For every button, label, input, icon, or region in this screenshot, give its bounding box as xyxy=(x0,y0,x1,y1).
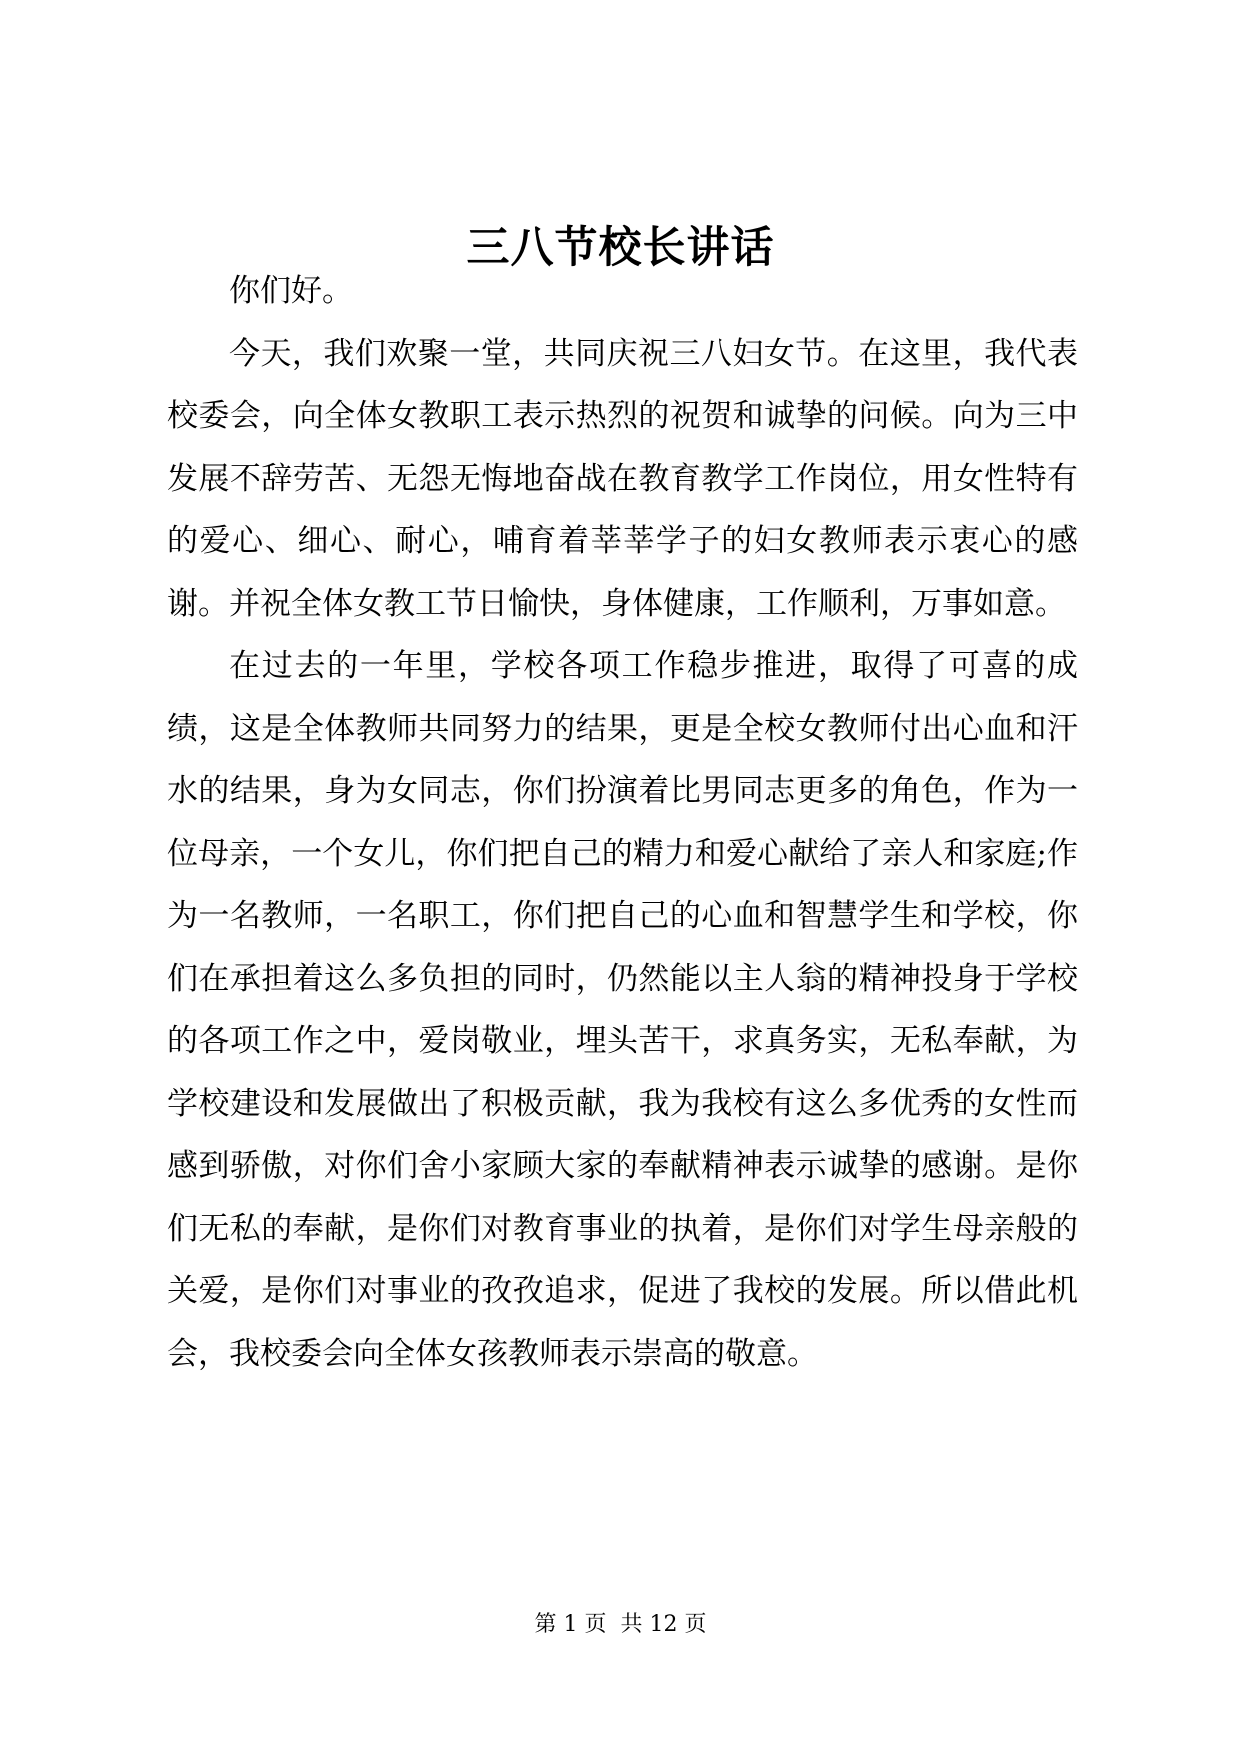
page-title: 三八节校长讲话 xyxy=(466,223,775,273)
page-footer xyxy=(0,1610,1241,1640)
paragraph-greeting: 你们好。 xyxy=(229,273,353,309)
paragraph-celebration: 今天，我们欢聚一堂，共同庆祝三八妇女节。在这里，我代表校委会，向全体女教职工表示热烈的祝贺和诚挚的问候。向为三中发展不辞劳苦、无怨无悔地奋战在教育教学工作岗位，用女性特有的爱心、细心、耐心，哺育着莘莘学子的妇女教师表示衷心的感谢。并祝全体女教工节日愉快，身体健康，工作顺利，万事如意。 xyxy=(167,335,1078,622)
paragraph-achievements: 在过去的一年里，学校各项工作稳步推进，取得了可喜的成绩，这是全体教师共同努力的结果，更是全校女教师付出心血和汗水的结果，身为女同志，你们扮演着比男同志更多的角色，作为一位母亲，一个女儿，你们把自己的精力和爱心献给了亲人和家庭;作为一名教师，一名职工，你们把自己的心血和智慧学生和学校，你们在承担着这么多负担的同时，仍然能以主人翁的精神投身于学校的各项工作之中，爱岗敬业，埋头苦干，求真务实，无私奉献，为学校建设和发展做出了积极贡献，我为我校有这么多优秀的女性而感到骄傲，对你们舍小家顾大家的奉献精神表示诚挚的感谢。是你们无私的奉献，是你们对教育事业的执着，是你们对学生母亲般的关爱，是你们对事业的孜孜追求，促进了我校的发展。所以借此机会，我校委会向全体女孩教师表示崇高的敬意。 xyxy=(167,648,1078,1372)
document-body xyxy=(167,260,1078,1385)
page-number-label: 第 1 页 共 12 页 xyxy=(534,1612,707,1637)
